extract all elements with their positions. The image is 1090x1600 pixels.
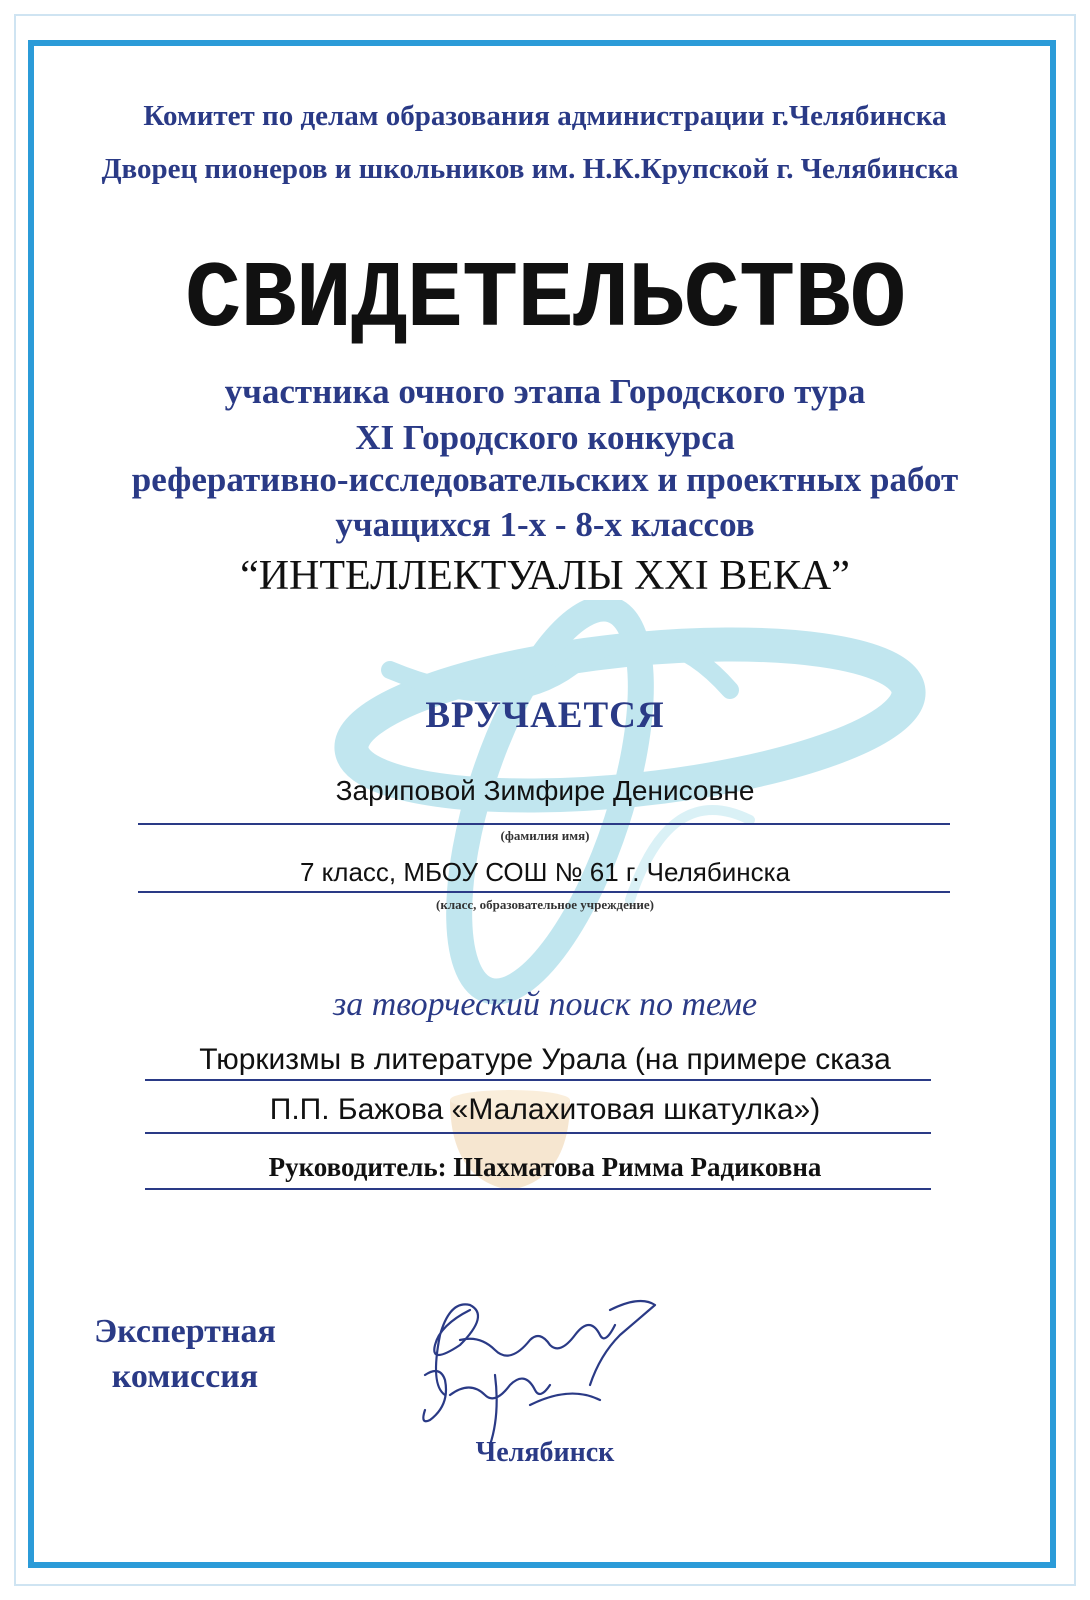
award-reason: за творческий поиск по теме bbox=[332, 986, 758, 1023]
commission-line-1: Экспертная bbox=[94, 1313, 276, 1350]
subtitle-line-3: реферативно-исследовательских и проектных работ bbox=[131, 460, 959, 499]
subtitle-line-4: учащихся 1-х - 8-х классов bbox=[335, 505, 755, 544]
recipient-school-caption: (класс, образовательное учреждение) bbox=[436, 897, 654, 912]
commission-line-2: комиссия bbox=[111, 1358, 259, 1395]
supervisor: Руководитель: Шахматова Римма Радиковна bbox=[268, 1152, 822, 1182]
subtitle-line-1: участника очного этапа Городского тура bbox=[224, 372, 866, 411]
recipient-name-underline bbox=[138, 823, 950, 825]
recipient-name: Зариповой Зимфире Денисовне bbox=[335, 775, 755, 806]
subtitle-line-2: XI Городского конкурса bbox=[355, 418, 735, 457]
organization-line-2: Дворец пионеров и школьников им. Н.К.Крупской г. Челябинска bbox=[101, 153, 959, 185]
topic-line-1: Тюркизмы в литературе Урала (на примере сказа bbox=[199, 1043, 891, 1076]
city-name: Челябинск bbox=[475, 1437, 615, 1468]
topic-line-2-underline bbox=[145, 1132, 931, 1134]
recipient-school-underline bbox=[138, 891, 950, 893]
recipient-name-caption: (фамилия имя) bbox=[500, 828, 590, 843]
contest-name: “ИНТЕЛЛЕКТУАЛЫ XXI ВЕКА” bbox=[240, 553, 850, 599]
recipient-school: 7 класс, МБОУ СОШ № 61 г. Челябинска bbox=[299, 857, 791, 887]
supervisor-underline bbox=[145, 1188, 931, 1190]
organization-line-1: Комитет по делам образования администрации г.Челябинска bbox=[143, 100, 947, 132]
topic-line-2: П.П. Бажова «Малахитовая шкатулка») bbox=[269, 1093, 821, 1126]
certificate-title: СВИДЕТЕЛЬСТВО bbox=[184, 248, 906, 354]
awarded-label: ВРУЧАЕТСЯ bbox=[425, 695, 665, 736]
topic-line-1-underline bbox=[145, 1079, 931, 1081]
